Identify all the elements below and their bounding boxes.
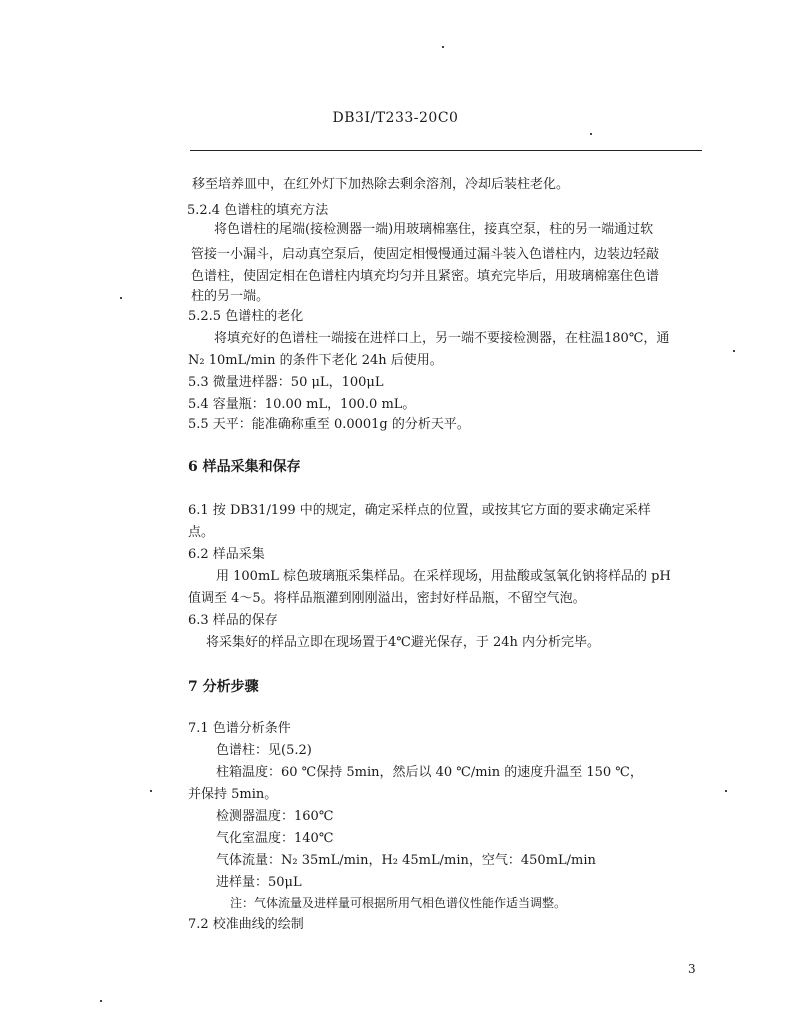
scan-speck [150,790,152,792]
text-line: 管接一小漏斗，启动真空泵后，使固定相慢慢通过漏斗装入色谱柱内，边装边轻敲 [191,247,660,262]
section-heading-6: 6 样品采集和保存 [188,459,301,475]
text-line: N₂ 10mL/min 的条件下老化 24h 后使用。 [188,353,443,368]
text-line: 气化室温度：140℃ [216,831,334,846]
section-heading-5-2-5: 5.2.5 色谱柱的老化 [188,309,304,324]
text-line: 点。 [188,525,215,540]
section-heading-6-2: 6.2 样品采集 [188,547,265,562]
text-line: 并保持 5min。 [188,787,278,802]
text-line: 将采集好的样品立即在现场置于4℃避光保存，于 24h 内分析完毕。 [206,635,600,650]
document-code-header: DB3I/T233-20C0 [332,110,459,126]
text-line: 色谱柱：见(5.2) [216,743,312,758]
text-line: 检测器温度：160℃ [216,809,334,824]
scan-speck [590,133,592,135]
text-line: 将填充好的色谱柱一端接在进样口上，另一端不要接检测器，在柱温180℃，通 [214,331,670,346]
scan-speck [100,1000,102,1002]
text-line: 色谱柱，使固定相在色谱柱内填充均匀并且紧密。填充完毕后，用玻璃棉塞住色谱 [191,269,660,284]
header-rule [190,150,702,151]
text-line: 柱的另一端。 [191,289,270,304]
page-number: 3 [688,962,696,976]
text-line: 值调至 4～5。将样品瓶灌到刚刚溢出，密封好样品瓶，不留空气泡。 [188,591,586,606]
section-heading-6-3: 6.3 样品的保存 [188,613,278,628]
note-line: 注：气体流量及进样量可根据所用气相色谱仪性能作适当调整。 [230,896,567,910]
text-line: 将色谱柱的尾端(接检测器一端)用玻璃棉塞住，接真空泵，柱的另一端通过软 [214,222,654,237]
section-5-3: 5.3 微量进样器：50 μL，100μL [188,375,384,390]
text-line: 柱箱温度：60 ℃保持 5min，然后以 40 ℃/min 的速度升温至 150 ℃， [216,765,643,780]
section-heading-7-2: 7.2 校准曲线的绘制 [188,917,304,932]
section-heading-5-2-4: 5.2.4 色谱柱的填充方法 [187,203,329,218]
scan-speck [442,46,444,48]
text-line: 进样量：50μL [216,875,302,890]
section-5-4: 5.4 容量瓶：10.00 mL，100.0 mL。 [188,397,416,412]
section-5-5: 5.5 天平：能准确称重至 0.0001g 的分析天平。 [188,417,470,432]
scan-speck [725,790,727,792]
scan-speck [733,350,735,352]
section-6-1: 6.1 按 DB31/199 中的规定，确定采样点的位置，或按其它方面的要求确定采样 [188,503,651,518]
scan-speck [120,297,122,299]
text-line: 气体流量：N₂ 35mL/min，H₂ 45mL/min，空气：450mL/min [216,853,596,868]
text-line: 用 100mL 棕色玻璃瓶采集样品。在采样现场，用盐酸或氢氧化钠将样品的 pH [216,569,671,584]
section-heading-7-1: 7.1 色谱分析条件 [188,721,291,736]
section-heading-7: 7 分析步骤 [188,679,259,695]
text-line: 移至培养皿中，在红外灯下加热除去剩余溶剂，冷却后装柱老化。 [192,177,570,192]
